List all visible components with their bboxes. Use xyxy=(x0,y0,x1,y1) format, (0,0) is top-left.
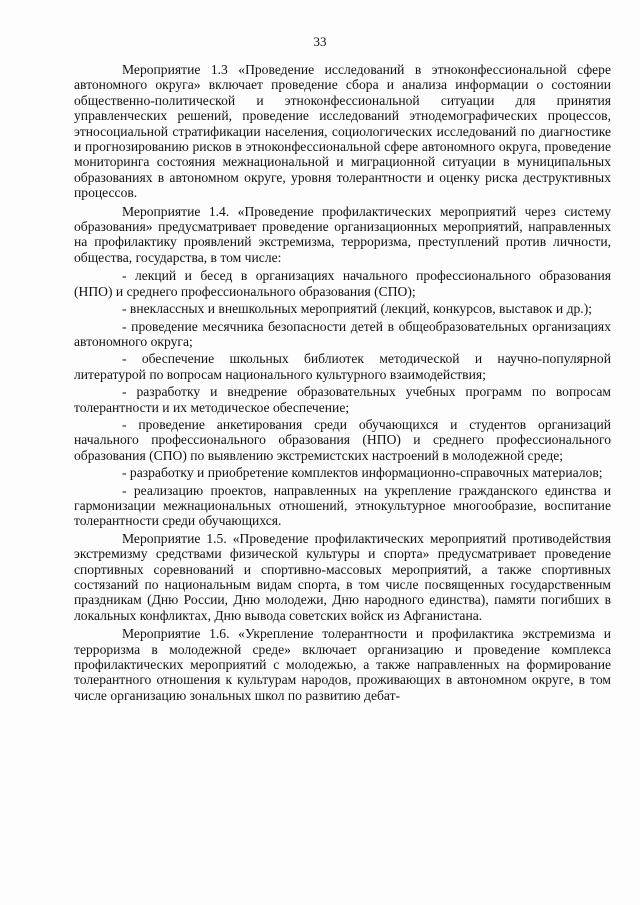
list-item: - обеспечение школьных библиотек методической и научно-популярной литературой по вопросам национального культурного взаимодействия; xyxy=(74,351,611,382)
page-number: 33 xyxy=(313,34,327,49)
list-item: - внеклассных и внешкольных мероприятий (лекций, конкурсов, выставок и др.); xyxy=(122,301,592,317)
paragraph-measure-1-6: Мероприятие 1.6. «Укрепление толерантности и профилактика экстремизма и терроризма в молодежной среде» включает организацию и проведение комплекса профилактических мероприятий с молодежью, а также направленных на формирование толерантного отношения к культурам народов, проживающих в автономном округе, в том числе организацию зональных школ по развитию дебат- xyxy=(74,626,611,703)
paragraph-measure-1-3: Мероприятие 1.3 «Проведение исследований в этноконфессиональной сфере автономного округа» включает проведение сбора и анализа информации о состоянии общественно-политической и этноконфессиональной ситуации для принятия управленческих решений, проведение исследований этнодемографических процессов, этносоциальной стратификации населения, социологических исследований по диагностике и прогнозированию рисков в этноконфессиональной сфере автономного округа, проведение мониторинга состояния межнациональной и миграционной ситуации в муниципальных образованиях в автономном округе, уровня толерантности и оценку риска деструктивных процессов. xyxy=(74,62,611,201)
list-item: - реализацию проектов, направленных на укрепление гражданского единства и гармонизации межнациональных отношений, этнокультурное многообразие, воспитание толерантности среди обучающихся. xyxy=(74,482,611,529)
paragraph-measure-1-5: Мероприятие 1.5. «Проведение профилактических мероприятий противодействия экстремизму средствами физической культуры и спорта» предусматривает проведение спортивных соревнований и спортивно-массовых мероприятий, а также спортивных состязаний по национальным видам спорта, в том числе посвященных государственным праздникам (Дню России, Дню молодежи, Дню народного единства), памяти погибших в локальных конфликтах, Дню вывода советских войск из Афганистана. xyxy=(74,530,611,623)
list-item: - разработку и приобретение комплектов информационно-справочных материалов; xyxy=(122,465,603,481)
list-item: - разработку и внедрение образовательных учебных программ по вопросам толерантности и их методическое обеспечение; xyxy=(74,384,611,415)
document-body xyxy=(74,62,611,703)
list-item: - проведение месячника безопасности детей в общеобразовательных организациях автономного округа; xyxy=(74,318,611,349)
paragraph-measure-1-4: Мероприятие 1.4. «Проведение профилактических мероприятий через систему образования» предусматривает проведение организационных мероприятий, направленных на профилактику проявлений экстремизма, терроризма, преступлений против личности, общества, государства, в том числе: xyxy=(74,203,611,265)
list-item: - проведение анкетирования среди обучающихся и студентов организаций начального профессионального образования (НПО) и среднего профессионального образования (СПО) по выявлению экстремистских настроений в молодежной среде; xyxy=(74,416,611,463)
list-item: - лекций и бесед в организациях начального профессионального образования (НПО) и среднего профессионального образования (СПО); xyxy=(74,268,611,299)
